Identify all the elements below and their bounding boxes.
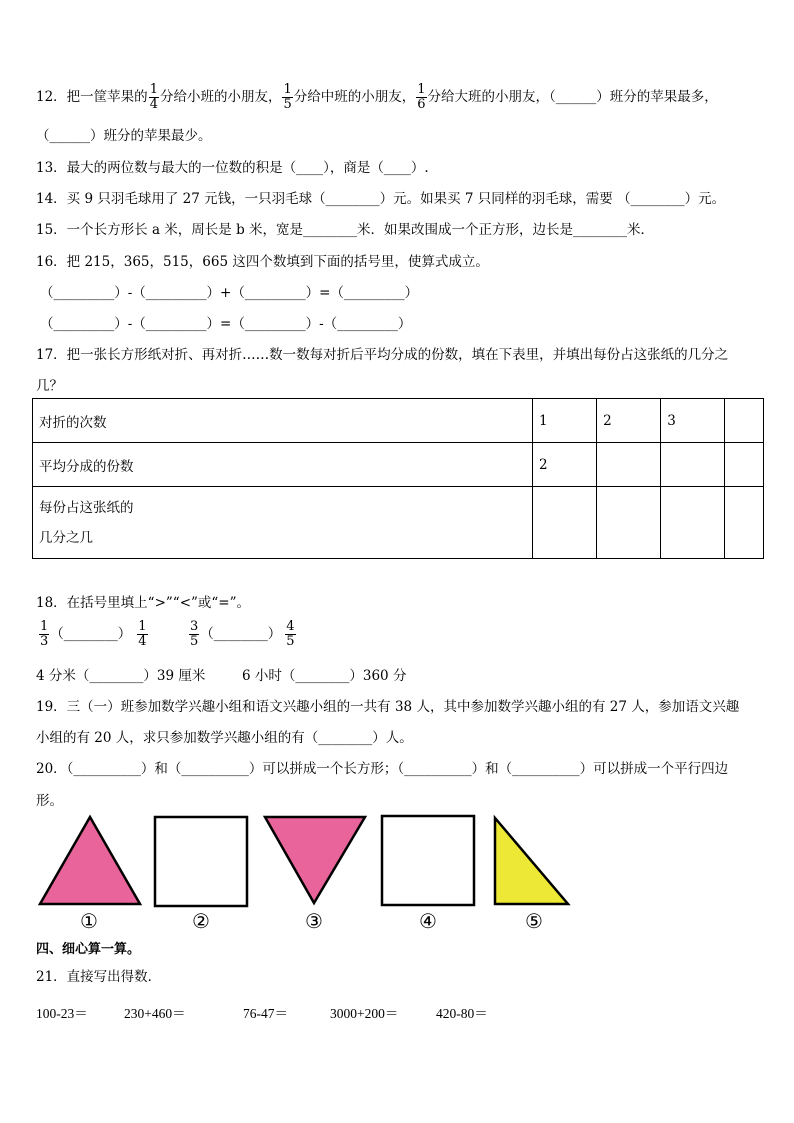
table-label-fold-count: 对折的次数 bbox=[33, 399, 533, 443]
table-cell bbox=[661, 487, 725, 559]
table-label-fraction bbox=[33, 487, 533, 559]
question-16-equation-1: （_________）-（_________）+（_________）=（_________） bbox=[40, 285, 419, 301]
table-row bbox=[33, 399, 764, 443]
question-12-line1 bbox=[36, 80, 718, 114]
question-20-line2: 形。 bbox=[36, 793, 63, 809]
shape-label-3: ③ bbox=[305, 909, 323, 933]
question-18-compare-3: 4 分米（________）39 厘米 bbox=[36, 668, 206, 684]
fraction-one-third: $\frac{1}{3}$ bbox=[40, 619, 49, 649]
square-shape-2 bbox=[155, 817, 247, 906]
q12-text-big-class: 分给大班的小朋友，（______）班分的苹果最多， bbox=[427, 89, 718, 105]
question-13: 13．最大的两位数与最大的一位数的积是（____），商是（____）. bbox=[36, 160, 429, 176]
question-16-equation-2: （_________）-（_________）=（_________）-（_________） bbox=[40, 316, 412, 332]
calc-item-1: 100-23＝ bbox=[36, 1006, 88, 1021]
square-shape-4 bbox=[382, 816, 474, 905]
calc-item-3: 76-47＝ bbox=[243, 1006, 288, 1021]
table-label-parts: 平均分成的份数 bbox=[33, 443, 533, 487]
compare-blank: （________） bbox=[50, 626, 132, 642]
yellow-right-triangle-shape bbox=[495, 818, 568, 904]
question-20-line1: 20．（__________）和（__________）可以拼成一个长方形；（__________）和（__________）可以拼成一个平行四边 bbox=[36, 761, 729, 777]
table-row bbox=[33, 487, 764, 559]
table-cell bbox=[725, 443, 764, 487]
folding-table bbox=[32, 398, 764, 559]
table-cell bbox=[597, 487, 661, 559]
calc-item-4: 3000+200＝ bbox=[330, 1006, 399, 1021]
calc-item-2: 230+460＝ bbox=[124, 1006, 186, 1021]
table-cell bbox=[725, 399, 764, 443]
table-label-fraction-line2: 几分之几 bbox=[39, 529, 93, 546]
question-18-compare-4: 6 小时（________）360 分 bbox=[242, 668, 407, 684]
calc-item-5: 420-80＝ bbox=[436, 1006, 488, 1021]
fraction-one-sixth: $\frac{1}{6}$ bbox=[417, 82, 426, 112]
fraction-one-fourth: $\frac{1}{4}$ bbox=[149, 82, 158, 112]
fraction-three-fifths: $\frac{3}{5}$ bbox=[190, 619, 199, 649]
table-cell bbox=[725, 487, 764, 559]
table-cell: 2 bbox=[597, 399, 661, 443]
question-19-line2: 小组的有 20 人，求只参加数学兴趣小组的有（________）人。 bbox=[36, 730, 413, 746]
question-18-compare-1 bbox=[38, 617, 149, 651]
question-18-compare-2 bbox=[188, 617, 297, 651]
table-cell bbox=[597, 443, 661, 487]
section-4-heading: 四、细心算一算。 bbox=[36, 942, 141, 957]
table-row bbox=[33, 443, 764, 487]
table-cell: 2 bbox=[533, 443, 597, 487]
shapes-figure bbox=[0, 810, 794, 935]
shape-label-5: ⑤ bbox=[525, 909, 543, 933]
fraction-one-fourth: $\frac{1}{4}$ bbox=[138, 619, 147, 649]
shape-label-1: ① bbox=[80, 909, 98, 933]
question-21: 21．直接写出得数． bbox=[36, 969, 162, 985]
question-12-line2: （______）班分的苹果最少。 bbox=[36, 128, 212, 144]
q12-text-start: 12．把一筐苹果的 bbox=[36, 89, 148, 105]
question-15: 15．一个长方形长 a 米，周长是 b 米，宽是________米．如果改围成一个正方形，边长是________米． bbox=[36, 222, 655, 238]
shape-label-2: ② bbox=[192, 909, 210, 933]
q12-text-small-class: 分给小班的小朋友， bbox=[159, 89, 282, 105]
question-17-line2: 几？ bbox=[36, 378, 63, 394]
fraction-one-fifth: $\frac{1}{5}$ bbox=[283, 82, 292, 112]
question-19-line1: 19．三（一）班参加数学兴趣小组和语文兴趣小组的一共有 38 人，其中参加数学兴趣小组的有 27 人，参加语文兴趣 bbox=[36, 699, 740, 715]
pink-triangle-up-shape bbox=[40, 817, 140, 904]
question-14: 14．买 9 只羽毛球用了 27 元钱，一只羽毛球（________）元。如果买 7 只同样的羽毛球，需要 （________）元。 bbox=[36, 191, 726, 207]
question-18: 18．在括号里填上“>”“<”或“=”。 bbox=[36, 595, 251, 611]
table-cell bbox=[661, 443, 725, 487]
question-17-line1: 17．把一张长方形纸对折、再对折……数一数每对折后平均分成的份数，填在下表里，并填出每份占这张纸的几分之 bbox=[36, 347, 729, 363]
table-cell bbox=[533, 487, 597, 559]
table-cell: 1 bbox=[533, 399, 597, 443]
fraction-four-fifths: $\frac{4}{5}$ bbox=[286, 619, 295, 649]
shape-label-4: ④ bbox=[419, 909, 437, 933]
q12-text-middle-class: 分给中班的小朋友， bbox=[293, 89, 416, 105]
question-16: 16．把 215，365，515，665 这四个数填到下面的括号里，使算式成立。 bbox=[36, 254, 489, 270]
table-cell: 3 bbox=[661, 399, 725, 443]
table-label-fraction-line1: 每份占这张纸的 bbox=[39, 499, 134, 516]
compare-blank: （________） bbox=[200, 626, 282, 642]
pink-triangle-down-shape bbox=[265, 817, 365, 903]
